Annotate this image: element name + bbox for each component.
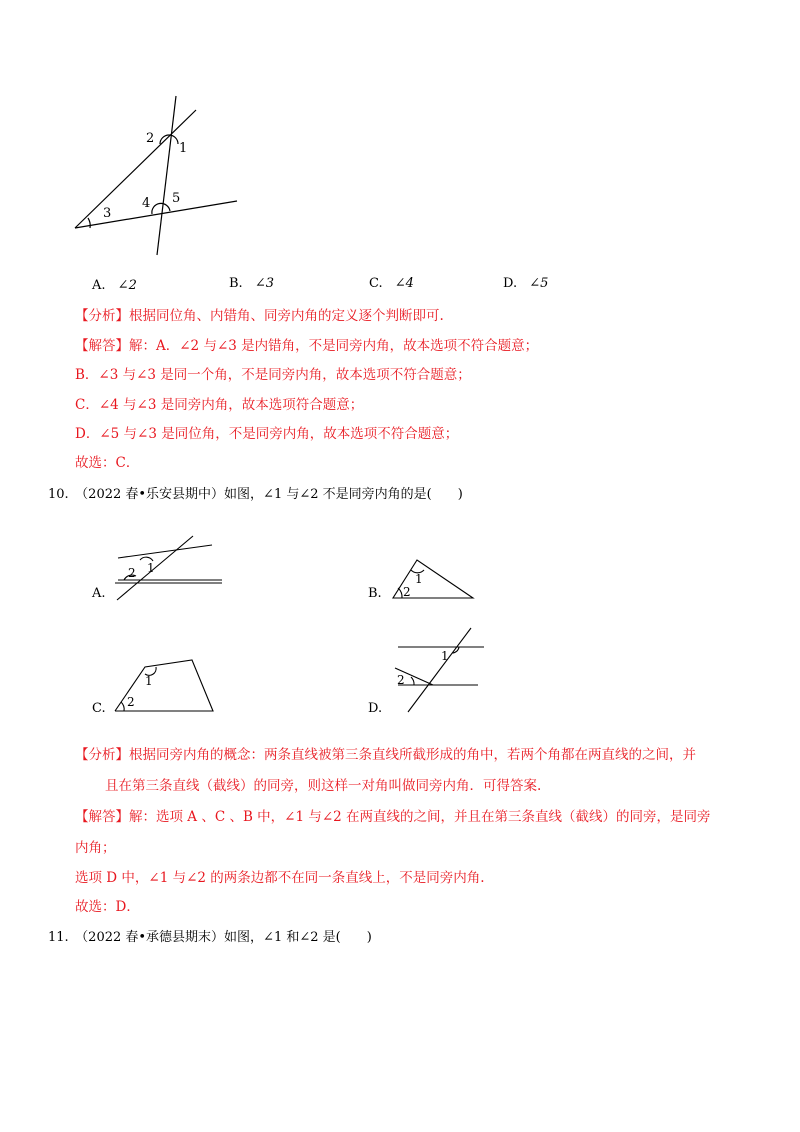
q10a-label-1: 1 xyxy=(147,561,155,575)
q9-solution-line-3: C．∠4 与∠3 是同旁内角，故本选项符合题意； xyxy=(75,397,364,413)
q10-option-b: B. xyxy=(368,586,382,601)
q9-option-c: C. ∠4 xyxy=(369,276,414,291)
q9-solution-line-4: D．∠5 与∠3 是同位角，不是同旁内角，故本选项不符合题意； xyxy=(75,426,459,442)
q10-analysis-line-1: 【分析】根据同旁内角的概念：两条直线被第三条直线所截形成的角中，若两个角都在两直线的之间，并 xyxy=(75,747,696,763)
q10-answer: 故选：D． xyxy=(75,899,140,915)
q9-analysis: 【分析】根据同位角、内错角、同旁内角的定义逐个判断即可. xyxy=(75,308,444,324)
q10-option-d: D. xyxy=(368,701,383,716)
q9-label-3: 3 xyxy=(103,206,112,221)
q10-solution-line-3: 选项 D 中，∠1 与∠2 的两条边都不在同一条直线上，不是同旁内角. xyxy=(75,870,485,886)
q9-answer: 故选：C． xyxy=(75,455,140,471)
q9-label-2: 2 xyxy=(146,131,155,146)
q10c-label-1: 1 xyxy=(145,674,153,688)
q10-option-a: A. xyxy=(92,586,106,601)
q9-label-1: 1 xyxy=(179,141,188,156)
q10-stem: 10. （2022 春•乐安县期中）如图，∠1 与∠2 不是同旁内角的是( ) xyxy=(48,487,463,502)
q10b-label-1: 1 xyxy=(415,572,423,586)
q9-option-a: A. ∠2 xyxy=(92,278,137,293)
q10-solution-line-1: 【解答】解：选项 A 、C 、B 中，∠1 与∠2 在两直线的之间，并且在第三条直线（截线）的同旁，是同旁 xyxy=(75,809,711,825)
q10d-label-2: 2 xyxy=(397,673,405,687)
q10d-label-1: 1 xyxy=(441,649,449,663)
q9-option-b: B. ∠3 xyxy=(229,276,274,291)
q9-option-d: D. ∠5 xyxy=(503,276,549,291)
q9-label-5: 5 xyxy=(172,191,181,206)
q9-label-4: 4 xyxy=(142,196,151,211)
q10c-label-2: 2 xyxy=(127,695,135,709)
q9-solution-line-1: 【解答】解：A．∠2 与∠3 是内错角，不是同旁内角，故本选项不符合题意； xyxy=(75,338,539,354)
q10-analysis-line-2: 且在第三条直线（截线）的同旁，则这样一对角叫做同旁内角．可得答案. xyxy=(105,778,542,794)
q10b-label-2: 2 xyxy=(403,585,411,599)
q10a-label-2: 2 xyxy=(128,566,136,580)
q10-solution-line-2: 内角； xyxy=(75,840,116,856)
q9-solution-line-2: B．∠3 与∠3 是同一个角，不是同旁内角，故本选项不符合题意； xyxy=(75,367,471,383)
q10-option-c: C. xyxy=(92,701,106,716)
q11-stem: 11. （2022 春•承德县期末）如图，∠1 和∠2 是( ) xyxy=(48,930,372,945)
